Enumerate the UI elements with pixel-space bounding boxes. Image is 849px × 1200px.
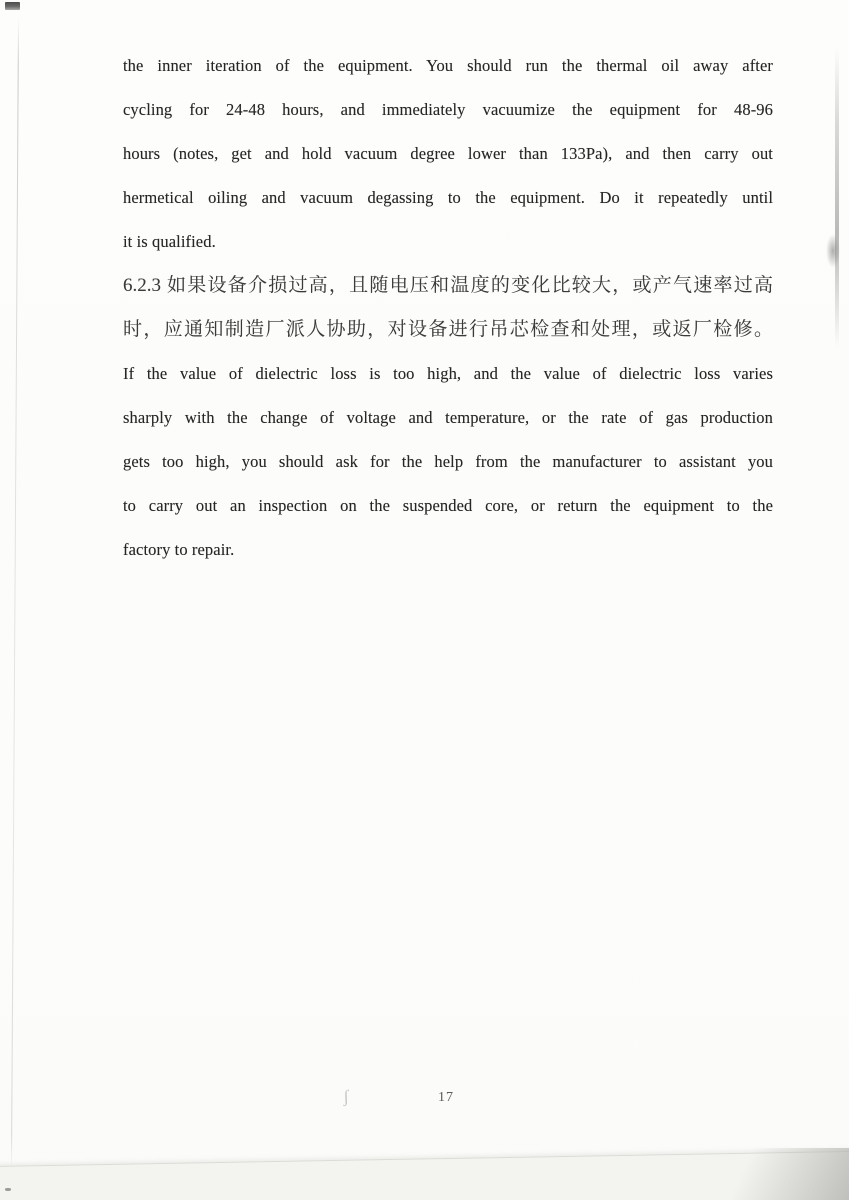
paragraph-english-1 [123,44,773,264]
text-line: 时，应通知制造厂派人协助，对设备进行吊芯检查和处理，或返厂检修。 [123,319,773,340]
text-line: If the value of dielectric loss is too high, and the value of dielectric loss varies [123,364,773,383]
scan-fold-line [11,18,19,1168]
document-text-block [123,44,773,572]
paragraph-chinese-6-2-3 [123,264,773,352]
text-line: gets too high, you should ask for the help from the manufacturer to assistant you [123,452,773,471]
scan-edge-blob [826,234,840,268]
text-line: factory to repair. [123,540,235,559]
text-line: the inner iteration of the equipment. You should run the thermal oil away after [123,56,773,75]
paragraph-english-2 [123,352,773,572]
scan-edge-shadow-right [835,48,839,348]
scan-artifact-top-left-mark [5,2,20,10]
text-line: cycling for 24-48 hours, and immediately vacuumize the equipment for 48-96 [123,100,773,119]
page-number: 17 [438,1090,454,1105]
text-line: it is qualified. [123,232,216,251]
text-line: to carry out an inspection on the suspended core, or return the equipment to the [123,496,773,515]
scan-footer-smudge: ʃ [341,1086,351,1107]
text-line: hermetical oiling and vacuum degassing to the equipment. Do it repeatedly until [123,188,773,207]
text-line: hours (notes, get and hold vacuum degree lower than 133Pa), and then carry out [123,144,773,163]
text-line: sharply with the change of voltage and temperature, or the rate of gas production [123,408,773,427]
scan-bottom-left-speck [5,1188,11,1191]
text-line: 6.2.3 如果设备介损过高，且随电压和温度的变化比较大，或产气速率过高 [123,275,773,296]
scan-bottom-right-shade [689,1148,849,1200]
